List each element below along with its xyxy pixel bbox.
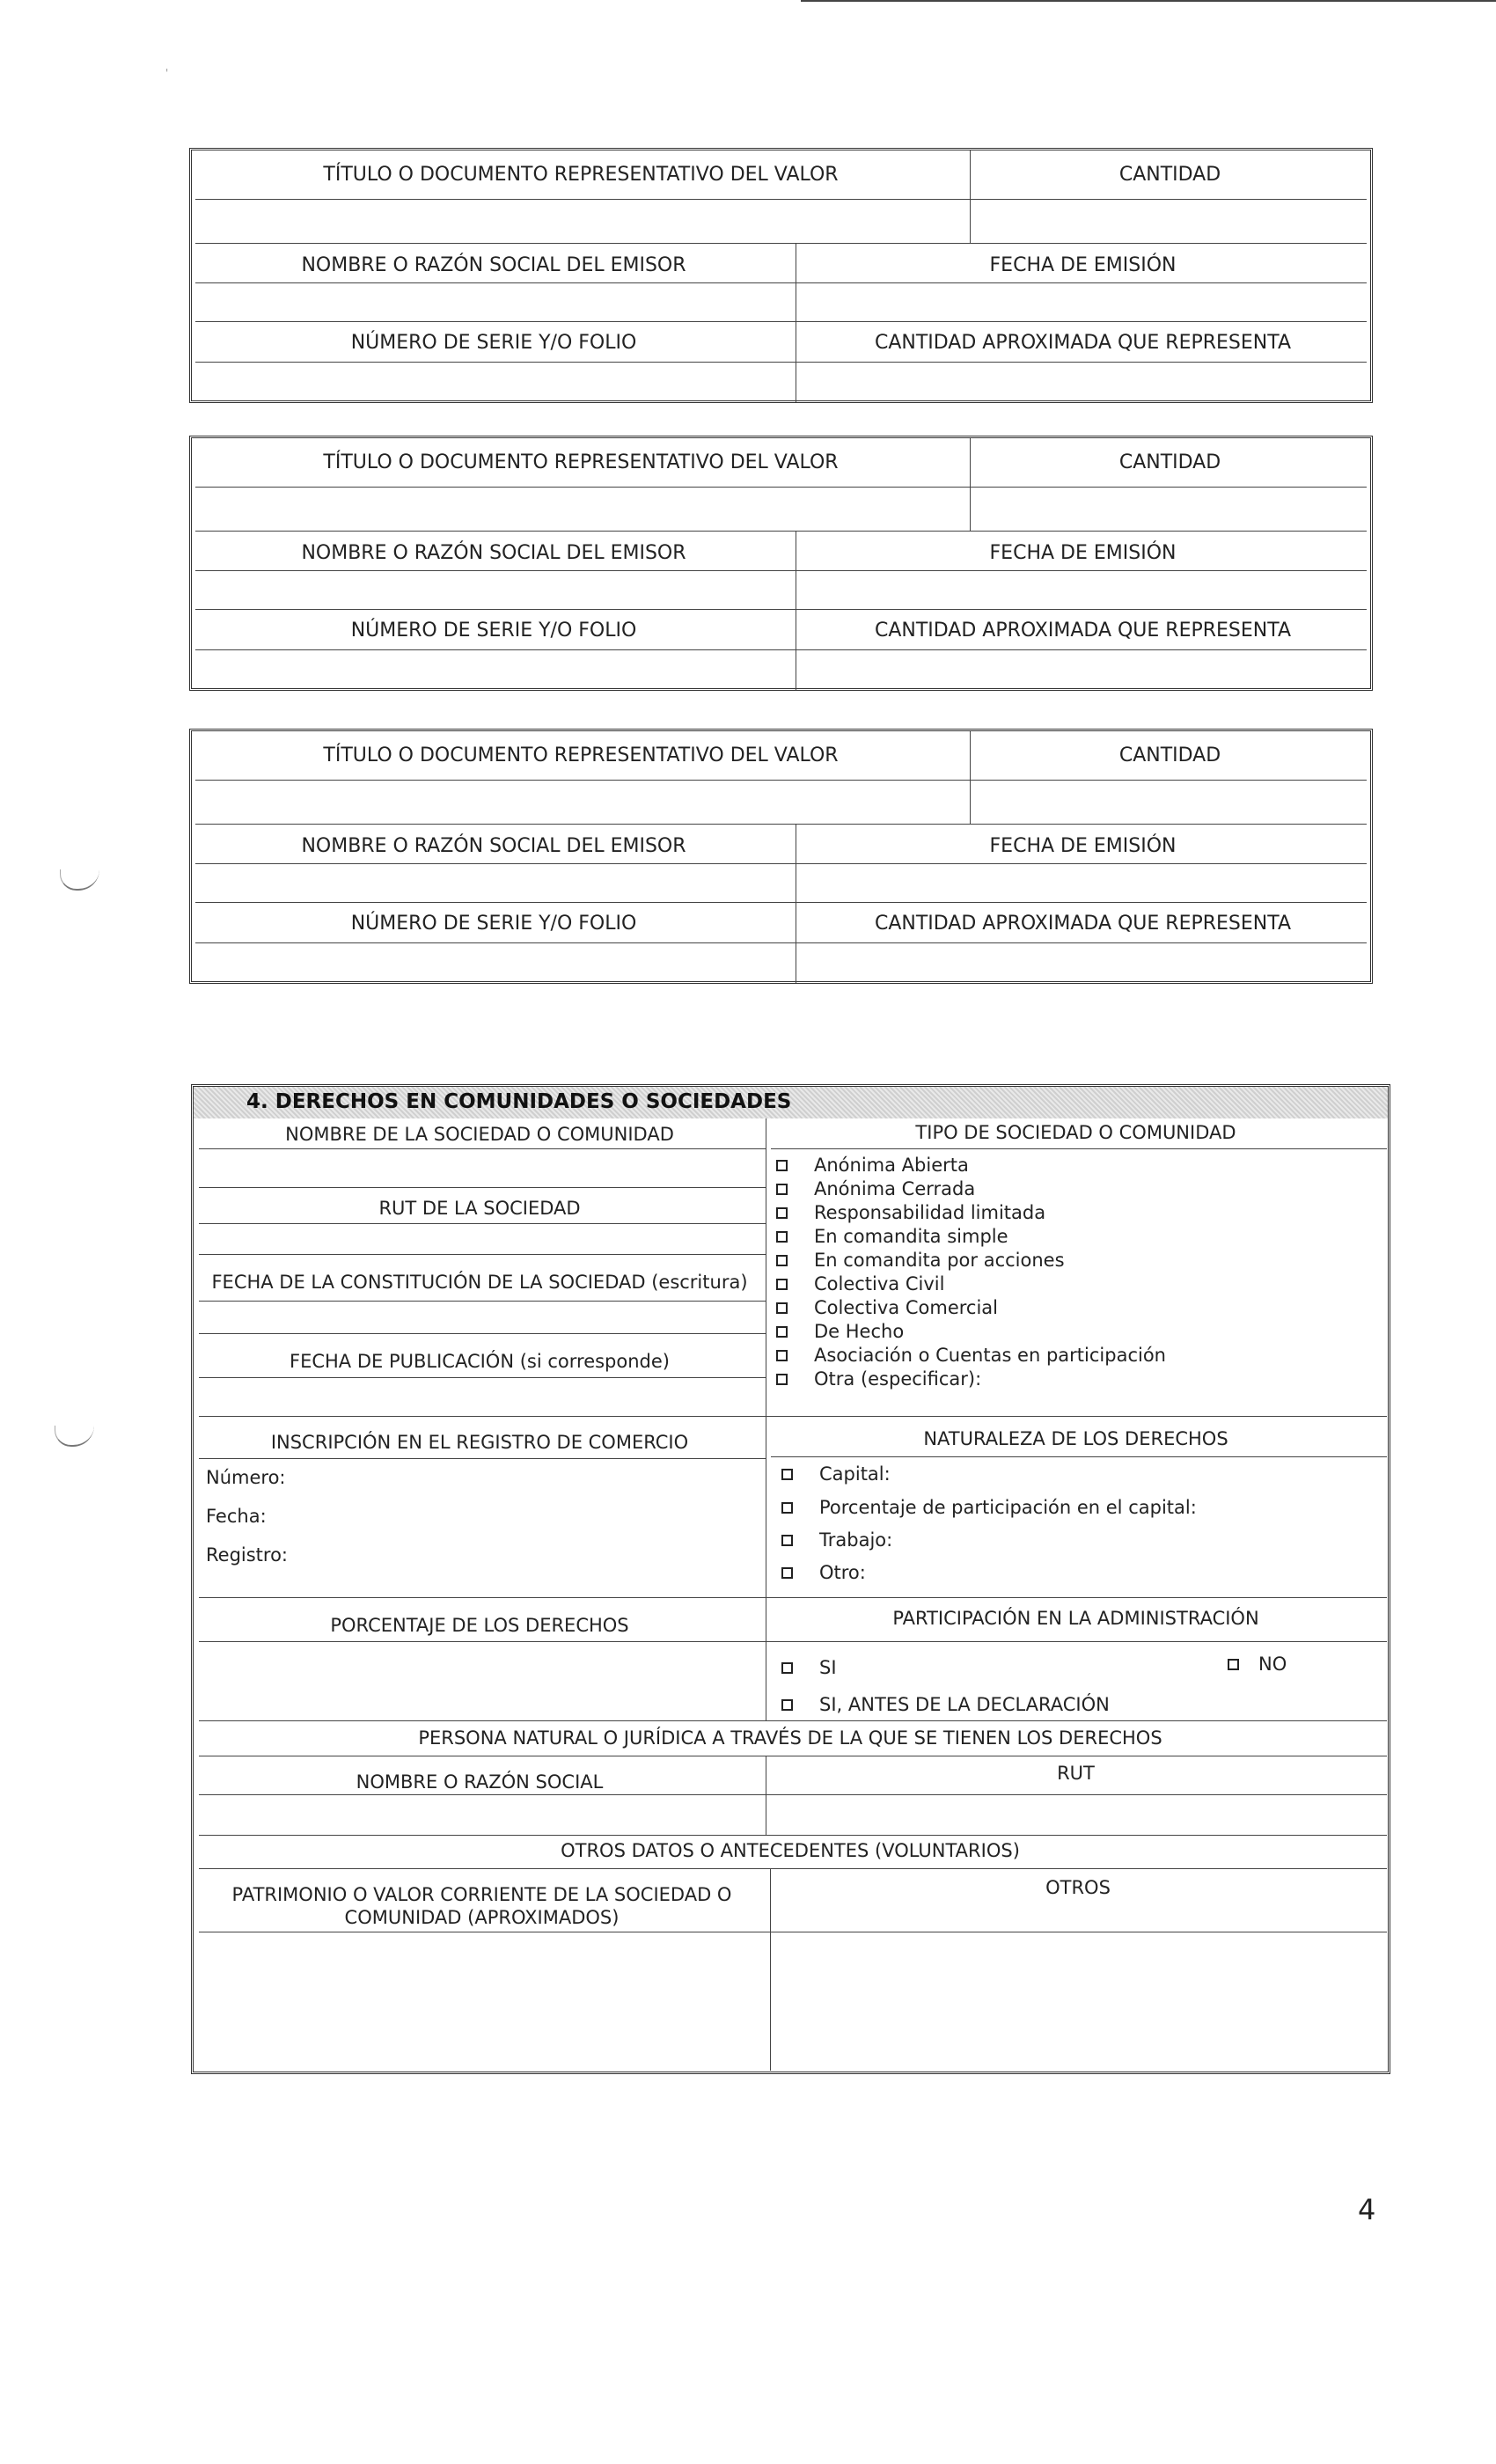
rut-field[interactable] [771, 1796, 1387, 1833]
checkbox-icon[interactable] [781, 1699, 793, 1711]
cantidad-aprox-field[interactable] [796, 651, 1370, 688]
divider [195, 942, 1367, 943]
cantidad-field[interactable] [970, 489, 1370, 529]
titulo-field[interactable] [192, 489, 970, 529]
cantidad-aprox-label: CANTIDAD APROXIMADA QUE REPRESENTA [874, 912, 1292, 935]
patrimonio-field[interactable] [199, 1933, 766, 2065]
section-header-band [194, 1087, 1388, 1118]
checkbox-icon[interactable] [776, 1207, 788, 1219]
participacion-label: PARTICIPACIÓN EN LA ADMINISTRACIÓN [892, 1608, 1259, 1629]
titulo-label: TÍTULO O DOCUMENTO REPRESENTATIVO DEL VALOR [323, 744, 839, 766]
fecha-emision-field[interactable] [796, 865, 1370, 902]
fecha-label: Fecha: [206, 1506, 267, 1527]
emisor-field[interactable] [192, 284, 796, 321]
divider [199, 1868, 1387, 1869]
tipo-option-de-hecho[interactable]: De Hecho [776, 1321, 904, 1342]
divider [199, 1333, 766, 1334]
porcentaje-label: PORCENTAJE DE LOS DERECHOS [330, 1615, 629, 1636]
section-title: 4. DERECHOS EN COMUNIDADES O SOCIEDADES [246, 1090, 792, 1113]
divider [199, 1416, 1387, 1417]
divider [770, 1868, 771, 2071]
cantidad-aprox-field[interactable] [796, 944, 1370, 981]
cantidad-aprox-label: CANTIDAD APROXIMADA QUE REPRESENTA [874, 331, 1292, 354]
divider [199, 1187, 766, 1188]
fecha-emision-label: FECHA DE EMISIÓN [989, 253, 1177, 276]
divider [195, 487, 1367, 488]
cantidad-label: CANTIDAD [1118, 164, 1221, 186]
tipo-option-comandita-acciones[interactable]: En comandita por acciones [776, 1250, 1065, 1271]
naturaleza-option-capital[interactable]: Capital: [781, 1463, 891, 1485]
otros-field[interactable] [774, 1933, 1386, 2065]
titulo-field[interactable] [192, 202, 970, 241]
value-block-1 [189, 148, 1373, 403]
divider [199, 1835, 1387, 1836]
participacion-si-antes[interactable]: SI, ANTES DE LA DECLARACIÓN [781, 1694, 1110, 1715]
tipo-sociedad-label: TIPO DE SOCIEDAD O COMUNIDAD [915, 1122, 1236, 1143]
checkbox-icon[interactable] [781, 1662, 793, 1674]
cantidad-field[interactable] [970, 782, 1370, 822]
emisor-label: NOMBRE O RAZÓN SOCIAL DEL EMISOR [301, 541, 686, 564]
otros-label: OTROS [1045, 1877, 1111, 1898]
value-block-3 [189, 729, 1373, 984]
scan-speck: ' [165, 67, 169, 79]
registro-label: Registro: [206, 1544, 289, 1566]
rut-label: RUT [1057, 1763, 1095, 1784]
naturaleza-label: NATURALEZA DE LOS DERECHOS [923, 1428, 1228, 1449]
checkbox-icon[interactable] [776, 1279, 788, 1290]
patrimonio-label-1: PATRIMONIO O VALOR CORRIENTE DE LA SOCIEDAD O [231, 1884, 732, 1905]
divider [195, 824, 1367, 825]
serie-field[interactable] [192, 363, 796, 400]
fecha-publicacion-label: FECHA DE PUBLICACIÓN (si corresponde) [290, 1351, 670, 1372]
checkbox-icon[interactable] [776, 1302, 788, 1314]
checkbox-icon[interactable] [776, 1374, 788, 1385]
titulo-label: TÍTULO O DOCUMENTO REPRESENTATIVO DEL VALOR [323, 164, 839, 186]
tipo-option-colectiva-civil[interactable]: Colectiva Civil [776, 1273, 944, 1294]
cantidad-label: CANTIDAD [1118, 744, 1221, 766]
emisor-field[interactable] [192, 865, 796, 902]
porcentaje-field[interactable] [199, 1643, 766, 1719]
checkbox-icon[interactable] [776, 1184, 788, 1195]
value-block-2 [189, 436, 1373, 691]
tipo-option-anonima-abierta[interactable]: Anónima Abierta [776, 1155, 969, 1176]
naturaleza-option-trabajo[interactable]: Trabajo: [781, 1529, 892, 1551]
divider [199, 1148, 766, 1149]
divider [199, 1458, 766, 1459]
tipo-option-comandita-simple[interactable]: En comandita simple [776, 1226, 1008, 1247]
divider [195, 649, 1367, 650]
fecha-constitucion-field[interactable] [199, 1302, 766, 1332]
rut-sociedad-label: RUT DE LA SOCIEDAD [378, 1198, 581, 1219]
fecha-emision-field[interactable] [796, 284, 1370, 321]
divider [771, 1456, 1387, 1457]
checkbox-icon[interactable] [1228, 1659, 1239, 1670]
divider [195, 531, 1367, 532]
divider [195, 321, 1367, 322]
checkbox-icon[interactable] [781, 1567, 793, 1579]
titulo-field[interactable] [192, 782, 970, 822]
nombre-sociedad-field[interactable] [199, 1150, 766, 1187]
tipo-option-colectiva-comercial[interactable]: Colectiva Comercial [776, 1297, 998, 1318]
divider [199, 1597, 1387, 1598]
divider [199, 1223, 766, 1224]
nombre-sociedad-label: NOMBRE DE LA SOCIEDAD O COMUNIDAD [285, 1124, 674, 1145]
participacion-si[interactable]: SI [781, 1657, 837, 1678]
numero-label: Número: [206, 1467, 286, 1488]
otros-datos-label: OTROS DATOS O ANTECEDENTES (VOLUNTARIOS) [561, 1840, 1020, 1861]
rut-sociedad-field[interactable] [199, 1225, 766, 1253]
emisor-label: NOMBRE O RAZÓN SOCIAL DEL EMISOR [301, 253, 686, 276]
cantidad-aprox-field[interactable] [796, 363, 1370, 400]
fecha-emision-field[interactable] [796, 572, 1370, 609]
staple-mark-upper [60, 869, 99, 891]
divider [199, 1301, 766, 1302]
cantidad-field[interactable] [970, 202, 1370, 241]
divider [771, 1148, 1387, 1149]
checkbox-icon[interactable] [781, 1535, 793, 1546]
persona-label: PERSONA NATURAL O JURÍDICA A TRAVÉS DE LA QUE SE TIENEN LOS DERECHOS [418, 1727, 1162, 1749]
fecha-publicacion-field[interactable] [199, 1379, 766, 1414]
checkbox-icon[interactable] [776, 1160, 788, 1171]
divider [199, 1254, 766, 1255]
divider [195, 902, 1367, 903]
cantidad-aprox-label: CANTIDAD APROXIMADA QUE REPRESENTA [874, 619, 1292, 642]
divider [195, 362, 1367, 363]
checkbox-icon[interactable] [781, 1502, 793, 1514]
nombre-razon-field[interactable] [199, 1796, 766, 1833]
staple-mark-lower [55, 1426, 94, 1447]
divider [199, 1641, 1387, 1642]
divider [199, 1720, 1387, 1721]
checkbox-icon[interactable] [776, 1326, 788, 1338]
divider [195, 609, 1367, 610]
divider [199, 1794, 1387, 1795]
divider [199, 1377, 766, 1378]
participacion-no[interactable]: NO [1228, 1654, 1287, 1675]
serie-label: NÚMERO DE SERIE Y/O FOLIO [350, 331, 637, 354]
checkbox-icon[interactable] [781, 1469, 793, 1480]
checkbox-icon[interactable] [776, 1255, 788, 1266]
emisor-label: NOMBRE O RAZÓN SOCIAL DEL EMISOR [301, 834, 686, 857]
section-4-derechos [191, 1084, 1390, 2074]
page-number: 4 [1358, 2193, 1376, 2226]
cantidad-label: CANTIDAD [1118, 451, 1221, 473]
inscripcion-label: INSCRIPCIÓN EN EL REGISTRO DE COMERCIO [270, 1432, 689, 1453]
serie-label: NÚMERO DE SERIE Y/O FOLIO [350, 912, 637, 935]
nombre-razon-label: NOMBRE O RAZÓN SOCIAL [356, 1771, 604, 1793]
tipo-option-anonima-cerrada[interactable]: Anónima Cerrada [776, 1178, 975, 1199]
fecha-emision-label: FECHA DE EMISIÓN [989, 834, 1177, 857]
divider [195, 243, 1367, 244]
emisor-field[interactable] [192, 572, 796, 609]
serie-field[interactable] [192, 944, 796, 981]
checkbox-icon[interactable] [776, 1231, 788, 1243]
naturaleza-option-porcentaje[interactable]: Porcentaje de participación en el capital: [781, 1497, 1197, 1518]
checkbox-icon[interactable] [776, 1350, 788, 1361]
tipo-option-responsabilidad-limitada[interactable]: Responsabilidad limitada [776, 1202, 1045, 1223]
serie-label: NÚMERO DE SERIE Y/O FOLIO [350, 619, 637, 642]
divider [195, 199, 1367, 200]
patrimonio-label-2: COMUNIDAD (APROXIMADOS) [344, 1907, 620, 1928]
fecha-emision-label: FECHA DE EMISIÓN [989, 541, 1177, 564]
fecha-constitucion-label: FECHA DE LA CONSTITUCIÓN DE LA SOCIEDAD (escritura) [211, 1272, 748, 1293]
tipo-option-asociacion[interactable]: Asociación o Cuentas en participación [776, 1345, 1166, 1366]
divider [195, 780, 1367, 781]
titulo-label: TÍTULO O DOCUMENTO REPRESENTATIVO DEL VALOR [323, 451, 839, 473]
inscripcion-fields[interactable] [308, 1463, 757, 1569]
tipo-option-otra[interactable]: Otra (especificar): [776, 1368, 981, 1390]
serie-field[interactable] [192, 651, 796, 688]
naturaleza-option-otro[interactable]: Otro: [781, 1562, 866, 1583]
scan-top-edge-line [801, 0, 1496, 2]
